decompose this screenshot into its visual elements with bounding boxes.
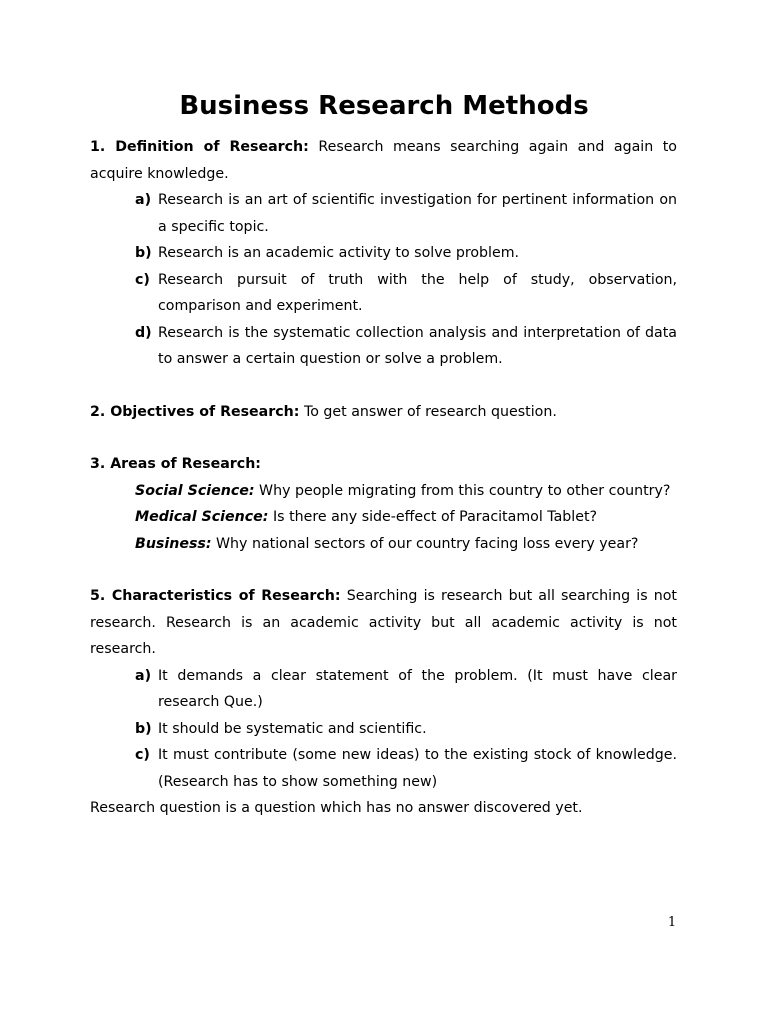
item-text: It should be systematic and scientific.: [158, 720, 427, 737]
item-text: Research is the systematic collection analysis and interpretation of data to answer a certain question or solve a problem.: [158, 324, 677, 367]
objectives-heading: 2. Objectives of Research:: [90, 403, 300, 420]
definition-item-b: [90, 240, 677, 267]
area-label: Social Science:: [135, 482, 255, 499]
item-text: Research is an art of scientific investigation for pertinent information on a specific topic.: [158, 192, 677, 235]
item-label: c): [135, 271, 150, 288]
areas-heading-line: [90, 451, 677, 478]
item-label: d): [135, 324, 152, 341]
area-text: Why people migrating from this country to other country?: [254, 482, 671, 499]
item-text: Research pursuit of truth with the help of study, observation, comparison and experiment.: [158, 271, 677, 314]
characteristics-item-b: [90, 716, 677, 743]
research-question-note: Research question is a question which has no answer discovered yet.: [90, 800, 583, 816]
characteristics-heading: 5. Characteristics of Research:: [90, 588, 341, 604]
area-text: Why national sectors of our country facing loss every year?: [211, 535, 639, 552]
document-body: [90, 134, 677, 822]
objectives-text: To get answer of research question.: [299, 403, 557, 420]
page-title: Business Research Methods: [179, 91, 589, 121]
characteristics-item-c: [90, 742, 677, 795]
definition-item-a: [90, 187, 677, 240]
item-label: b): [135, 245, 152, 261]
areas-heading: 3. Areas of Research:: [90, 456, 261, 472]
definition-paragraph: [90, 134, 677, 187]
area-social-science: [90, 478, 677, 505]
item-text: It must contribute (some new ideas) to the existing stock of knowledge. (Research has to show something new): [158, 747, 677, 790]
item-label: a): [135, 192, 152, 208]
area-label: Medical Science:: [135, 509, 269, 525]
area-business: [90, 531, 677, 558]
spacer: [90, 557, 677, 583]
characteristics-item-a: [90, 663, 677, 716]
item-label: c): [135, 747, 150, 763]
item-label: b): [135, 720, 152, 737]
characteristics-text: Searching is research but all searching is not research. Research is an academic activity but all academic activity is not research.: [90, 588, 677, 657]
spacer: [90, 373, 677, 399]
item-label: a): [135, 667, 152, 684]
area-medical-science: [90, 504, 677, 531]
definition-text: Research means searching again and again to acquire knowledge.: [90, 139, 677, 182]
definition-item-d: [90, 320, 677, 373]
objectives-paragraph: [90, 399, 677, 426]
item-text: Research is an academic activity to solve problem.: [158, 245, 520, 261]
area-label: Business:: [135, 535, 212, 552]
page-number: 1: [667, 915, 677, 930]
spacer: [90, 425, 677, 451]
definition-heading: 1. Definition of Research:: [90, 139, 309, 155]
item-text: It demands a clear statement of the problem. (It must have clear research Que.): [158, 667, 677, 710]
area-text: Is there any side-effect of Paracitamol Tablet?: [268, 509, 598, 525]
characteristics-paragraph: [90, 583, 677, 663]
definition-item-c: [90, 267, 677, 320]
